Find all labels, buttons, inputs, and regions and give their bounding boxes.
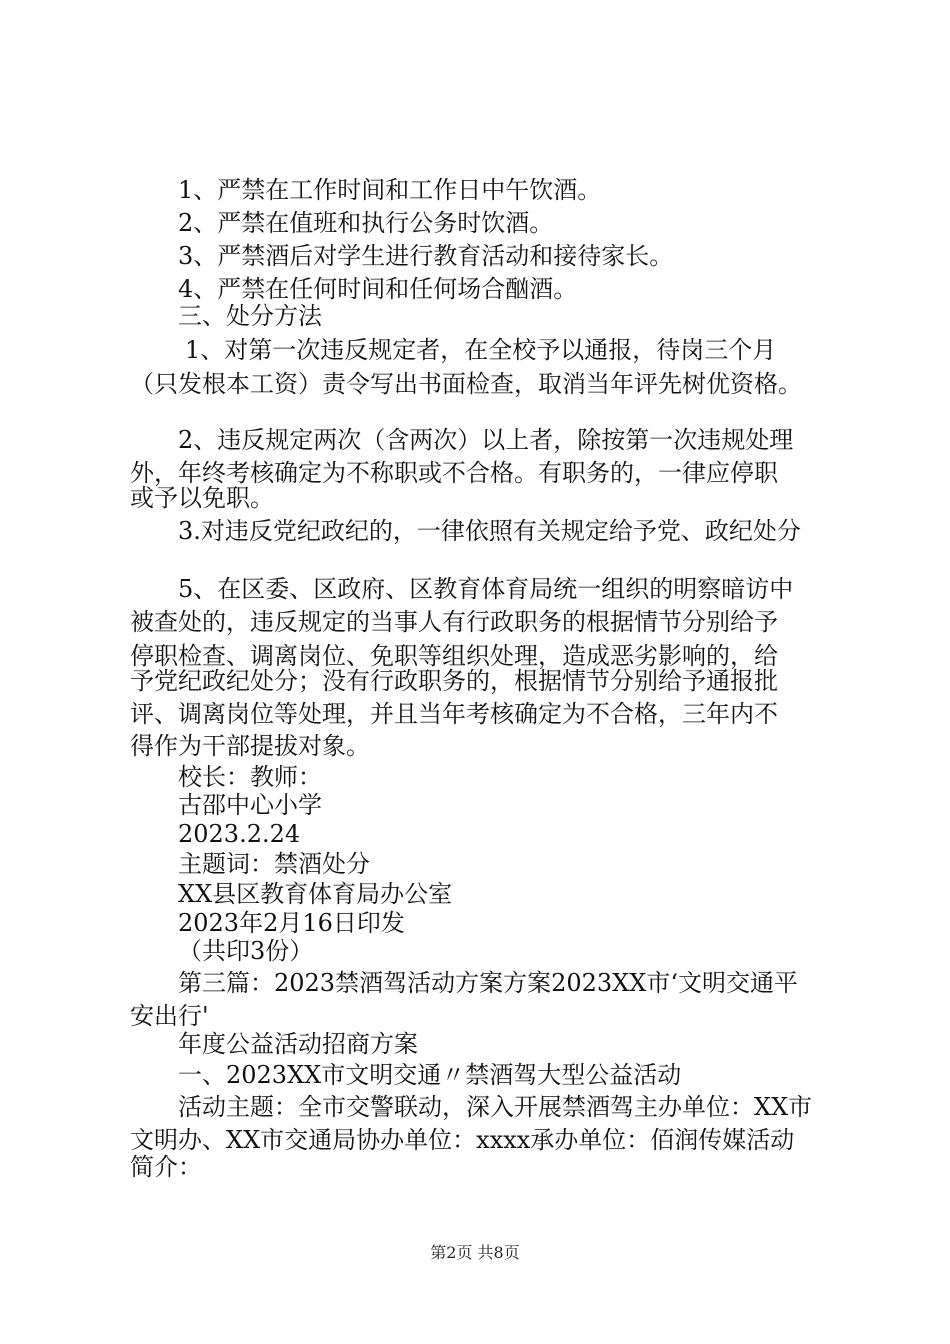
text-line: 或予以免职。 — [130, 484, 274, 512]
text-line: 年度公益活动招商方案 — [178, 1030, 418, 1058]
text-line: 1、严禁在工作时间和工作日中午饮酒。 — [178, 176, 602, 204]
page-number-footer: 第2页 共8页 — [430, 1243, 520, 1262]
chapter-heading: 第三篇：2023禁酒驾活动方案方案2023XX市‘文明交通平 — [178, 969, 798, 997]
text-line: 得作为干部提拔对象。 — [130, 732, 370, 760]
text-line: 外，年终考核确定为不称职或不合格。有职务的，一律应停职 — [130, 459, 778, 487]
text-line: 活动主题：全市交警联动，深入开展禁酒驾主办单位：XX市 — [178, 1093, 813, 1121]
document-date: 2023.2.24 — [178, 820, 301, 848]
signature-line: 校长：教师： — [178, 763, 322, 791]
text-line: 安出行' — [130, 1002, 209, 1030]
subject-keywords: 主题词：禁酒处分 — [178, 850, 370, 878]
text-line: 3、严禁酒后对学生进行教育活动和接待家长。 — [178, 242, 674, 270]
text-line: 简介： — [130, 1153, 202, 1181]
issuing-office: XX县区教育体育局办公室 — [178, 880, 453, 908]
section-heading: 一、2023XX市文明交通〃禁酒驾大型公益活动 — [178, 1061, 682, 1089]
text-line: 2、严禁在值班和执行公务时饮酒。 — [178, 209, 554, 237]
print-date: 2023年2月16日印发 — [178, 909, 405, 937]
text-line: 2、违反规定两次（含两次）以上者，除按第一次违规处理 — [178, 426, 794, 454]
text-line: 评、调离岗位等处理，并且当年考核确定为不合格，三年内不 — [130, 700, 778, 728]
text-line: 予党纪政纪处分；没有行政职务的，根据情节分别给予通报批 — [130, 667, 778, 695]
text-line: 4、严禁在任何时间和任何场合酗酒。 — [178, 275, 578, 303]
text-line: 5、在区委、区政府、区教育体育局统一组织的明察暗访中 — [178, 575, 794, 603]
text-line: （只发根本工资）责令写出书面检查，取消当年评先树优资格。 — [130, 370, 802, 398]
school-name: 古邵中心小学 — [178, 791, 322, 819]
text-line: 3.对违反党纪政纪的，一律依照有关规定给予党、政纪处分 — [178, 517, 801, 545]
section-heading: 三、处分方法 — [178, 302, 322, 330]
text-line: 停职检查、调离岗位、免职等组织处理，造成恶劣影响的，给 — [130, 642, 778, 670]
copies-note: （共印3份） — [178, 937, 314, 965]
text-line: 文明办、XX市交通局协办单位：xxxx承办单位：佰润传媒活动 — [130, 1126, 795, 1154]
text-line: 1、对第一次违反规定者，在全校予以通报，待岗三个月 — [185, 336, 777, 364]
text-line: 被查处的，违反规定的当事人有行政职务的根据情节分别给予 — [130, 608, 778, 636]
